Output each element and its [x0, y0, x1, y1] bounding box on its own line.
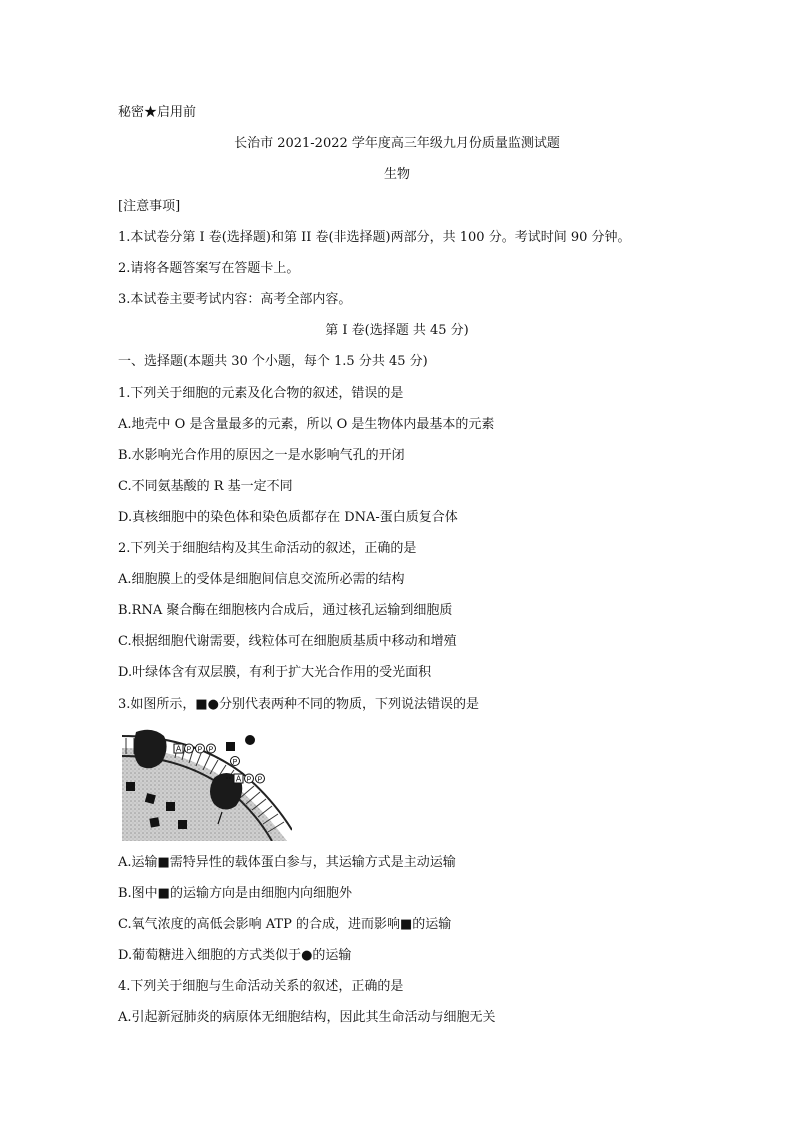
- svg-text:P: P: [257, 776, 263, 784]
- exam-title: 长治市 2021-2022 学年度高三年级九月份质量监测试题: [234, 136, 560, 151]
- subject-title: 生物: [383, 167, 410, 182]
- svg-text:P: P: [186, 746, 192, 754]
- question-option: A.细胞膜上的受体是细胞间信息交流所必需的结构: [118, 572, 405, 587]
- question-stem: 4.下列关于细胞与生命活动关系的叙述，正确的是: [118, 979, 404, 994]
- square-solute: [149, 817, 159, 827]
- part-title: 第 I 卷(选择题 共 45 分): [325, 323, 469, 338]
- square-solute: [178, 820, 187, 829]
- notice-item: 2.请将各题答案写在答题卡上。: [118, 261, 300, 276]
- square-solute: [166, 802, 175, 811]
- notice-heading: [注意事项]: [118, 199, 181, 214]
- question-stem: 2.下列关于细胞结构及其生命活动的叙述，正确的是: [118, 541, 417, 556]
- question-option: D.真核细胞中的染色体和染色质都存在 DNA-蛋白质复合体: [118, 510, 458, 525]
- svg-text:A: A: [175, 744, 182, 754]
- svg-text:A: A: [235, 774, 242, 784]
- question-option: B.图中■的运输方向是由细胞内向细胞外: [118, 886, 352, 901]
- notice-item: 3.本试卷主要考试内容：高考全部内容。: [118, 292, 352, 307]
- question-stem: 1.下列关于细胞的元素及化合物的叙述，错误的是: [118, 386, 404, 401]
- question-option: A.地壳中 O 是含量最多的元素，所以 O 是生物体内最基本的元素: [118, 417, 495, 432]
- question-option: C.氧气浓度的高低会影响 ATP 的合成，进而影响■的运输: [118, 917, 452, 932]
- question-option: C.不同氨基酸的 R 基一定不同: [118, 479, 293, 494]
- svg-text:P: P: [232, 759, 238, 766]
- svg-text:P: P: [208, 746, 214, 754]
- question-option: C.根据细胞代谢需要，线粒体可在细胞质基质中移动和增殖: [118, 634, 457, 649]
- question-option: D.叶绿体含有双层膜，有利于扩大光合作用的受光面积: [118, 665, 432, 680]
- secret-mark: 秘密★启用前: [118, 105, 197, 120]
- svg-text:P: P: [246, 776, 252, 784]
- notice-item: 1.本试卷分第 I 卷(选择题)和第 II 卷(非选择题)两部分，共 100 分。考试时间 90 分钟。: [118, 230, 631, 245]
- square-solute: [126, 782, 135, 791]
- question-option: B.水影响光合作用的原因之一是水影响气孔的开闭: [118, 448, 405, 463]
- circle-solute: [245, 735, 255, 745]
- square-solute: [226, 742, 235, 751]
- membrane-transport-figure: [122, 728, 292, 841]
- question-option: A.引起新冠肺炎的病原体无细胞结构，因此其生命活动与细胞无关: [118, 1010, 496, 1025]
- question-option: B.RNA 聚合酶在细胞核内合成后，通过核孔运输到细胞质: [118, 603, 453, 618]
- question-option: D.葡萄糖进入细胞的方式类似于●的运输: [118, 948, 352, 963]
- question-stem: 3.如图所示，■●分别代表两种不同的物质，下列说法错误的是: [118, 697, 480, 712]
- question-option: A.运输■需特异性的载体蛋白参与，其运输方式是主动运输: [118, 855, 456, 870]
- svg-text:P: P: [197, 746, 203, 754]
- section-title: 一、选择题(本题共 30 个小题，每个 1.5 分共 45 分): [118, 354, 428, 369]
